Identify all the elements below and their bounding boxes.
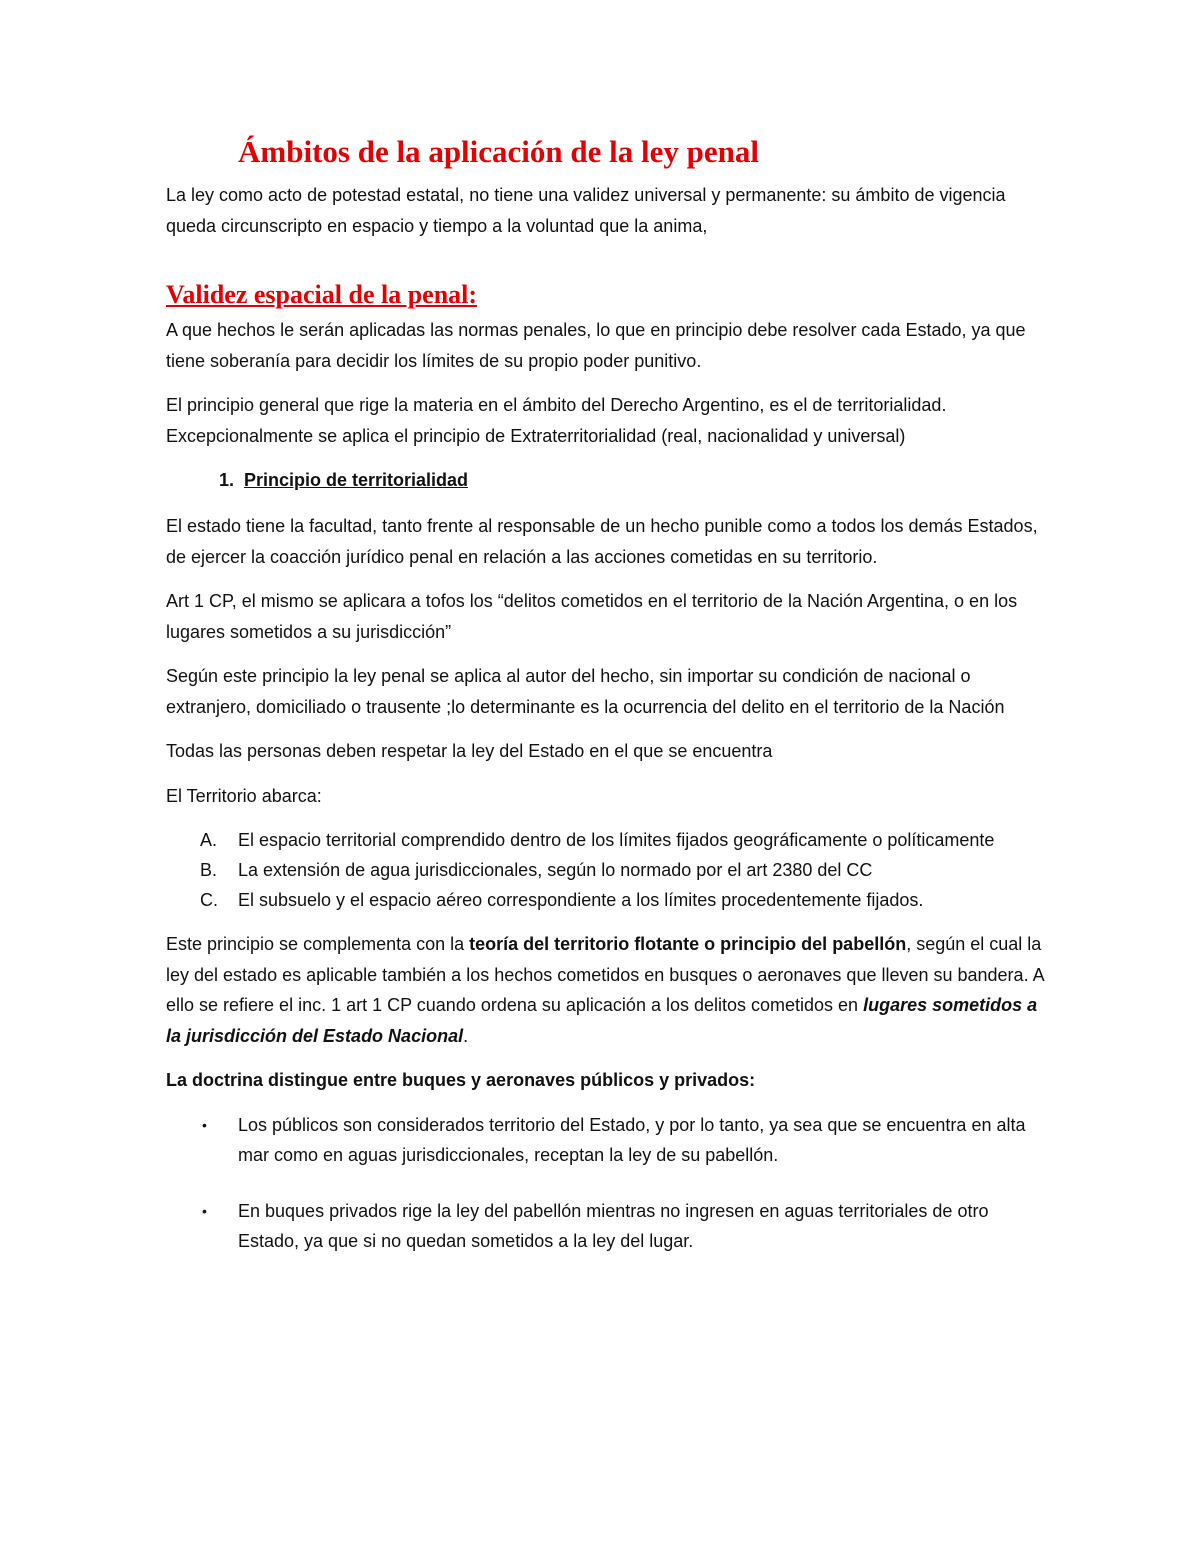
list-item-text: En buques privados rige la ley del pabellón mientras no ingresen en aguas territoriales de otro Estado, ya que si no quedan sometidos a la ley del lugar. (238, 1200, 989, 1251)
document-body (166, 130, 1046, 1282)
list-item (166, 885, 1046, 915)
territory-list (166, 825, 1046, 915)
list-item (166, 855, 1046, 885)
paragraph-territorio: El Territorio abarca: (166, 785, 322, 806)
bullet-icon: • (202, 1202, 207, 1219)
paragraph-territorio-flotante (166, 929, 1046, 1051)
text-run: Este principio se complementa con la (166, 934, 470, 954)
list-item (166, 825, 1046, 855)
list-item (166, 1196, 1046, 1256)
list-marker: C. (200, 890, 218, 910)
paragraph-facultad: El estado tiene la facultad, tanto frente al responsable de un hecho punible como a todos los demás Estados, de ejercer la coacción jurídico penal en relación a las acciones cometidas en su territorio. (166, 516, 1038, 567)
bold-italic-run: lugares sometidos a la jurisdicción del Estado Nacional (166, 995, 1038, 1046)
bold-run: La doctrina distingue entre buques y aeronaves públicos y privados: (166, 1070, 756, 1090)
paragraph-personas: Todas las personas deben respetar la ley del Estado en el que se encuentra (166, 741, 773, 761)
text-run: . (463, 1025, 469, 1046)
list-item (166, 1110, 1046, 1170)
numbered-heading-number: 1. (218, 470, 234, 490)
list-marker: A. (200, 830, 218, 850)
paragraph-doctrina (166, 1065, 1046, 1096)
numbered-heading (166, 465, 1046, 495)
list-item-text: El subsuelo y el espacio aéreo correspondiente a los límites procedentemente fijados. (238, 890, 924, 910)
bold-run: teoría del territorio flotante o principio del pabellón (469, 934, 907, 954)
paragraph-autor: Según este principio la ley penal se aplica al autor del hecho, sin importar su condición de nacional o extranjero, domiciliado o trausente ;lo determinante es la ocurrencia del delito en el territorio de la Nación (166, 666, 1005, 717)
paragraph-normas: A que hechos le serán aplicadas las normas penales, lo que en principio debe resolver cada Estado, ya que tiene soberanía para decidir los límites de su propio poder punitivo. (166, 320, 1026, 371)
page-title: Ámbitos de la aplicación de la ley penal (238, 134, 759, 169)
intro-paragraph: La ley como acto de potestad estatal, no tiene una validez universal y permanente: su ámbito de vigencia queda circunscripto en espacio y tiempo a la voluntad que la anima, (166, 185, 1006, 236)
list-item-text: La extensión de agua jurisdiccionales, según lo normado por el art 2380 del CC (238, 860, 873, 880)
paragraph-art-1: Art 1 CP, el mismo se aplicara a tofos los “delitos cometidos en el territorio de la Nación Argentina, o en los lugares sometidos a su jurisdicción” (166, 591, 1018, 642)
numbered-heading-label: Principio de territorialidad (244, 470, 469, 490)
bullet-list (166, 1110, 1046, 1256)
bullet-icon: • (202, 1116, 207, 1133)
list-item-text: El espacio territorial comprendido dentro de los límites fijados geográficamente o políticamente (238, 830, 995, 850)
section-title: Validez espacial de la penal: (166, 280, 478, 309)
list-item-text: Los públicos son considerados territorio del Estado, y por lo tanto, ya sea que se encuentra en alta mar como en aguas jurisdiccionales, receptan la ley de su pabellón. (238, 1114, 1026, 1165)
text-run: , según el cual la ley del estado es aplicable también a los hechos cometidos en busques o aeronaves que lleven su bandera. A ello se refiere el inc. 1 art 1 CP cuando ordena su aplicación a los delitos cometidos en (166, 934, 1044, 1015)
paragraph-principio-general: El principio general que rige la materia en el ámbito del Derecho Argentino, es el de territorialidad. Excepcionalmente se aplica el principio de Extraterritorialidad (real, nacionalidad y universal) (166, 395, 947, 446)
list-marker: B. (200, 860, 218, 880)
